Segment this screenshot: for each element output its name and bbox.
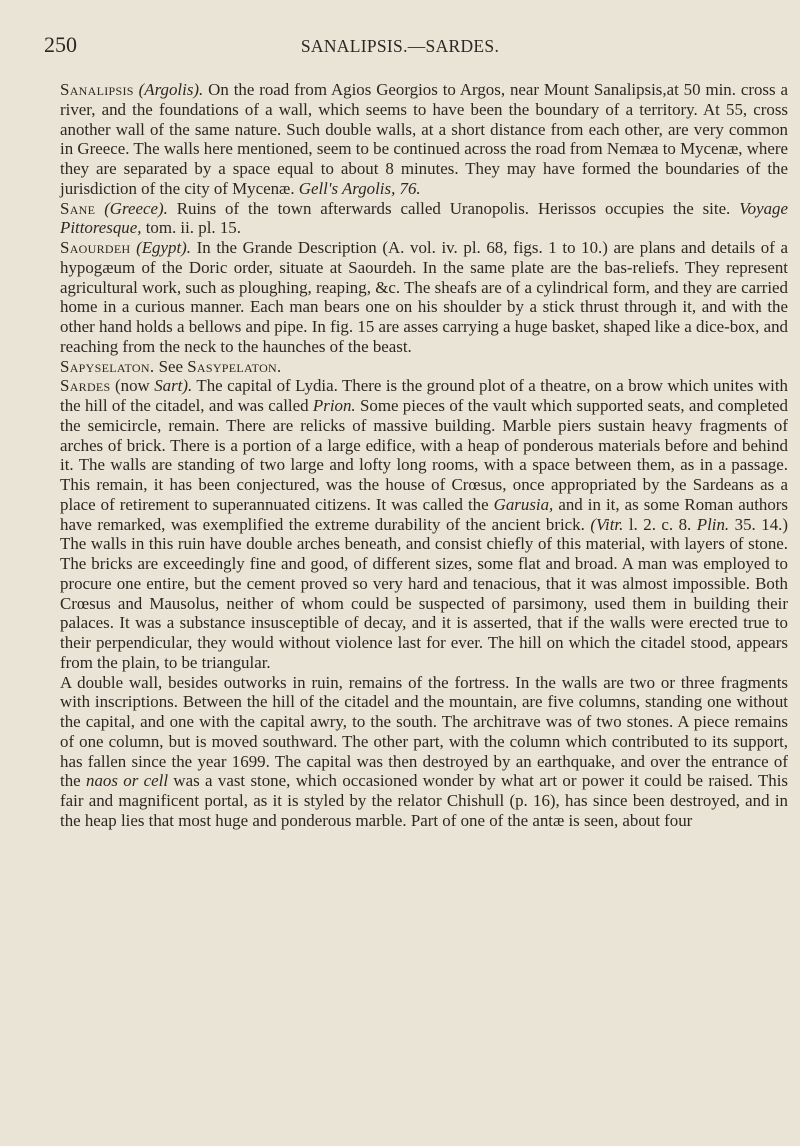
entry-text: 35. 14.) The walls in this ruin have double arches beneath, and consist chiefly of this material, with layers of stone. The bricks are exceedingly fine and good, of different sizes, some flat and broad. A man was employed to procure one entire, but the cement proved so very hard and tenacious, that it was almost impossible. Both Crœsus and Mausolus, neither of whom could be suspected of parsimony, used them in building their palaces. It was a substance insusceptible of decay, and it is asserted, that if the walls were erected true to their perpendicular, they would without violence last for ever. The hill on which the citadel stood, appears from the plain, to be triangular. — [60, 514, 788, 672]
headword: Sapyselaton. — [60, 356, 155, 376]
entry-text: The capital of Lydia. There is the ground plot of a theatre, on a brow which unites with the hill of the citadel, and was called — [60, 376, 788, 415]
entry-text: See — [154, 356, 188, 376]
citation-detail: tom. ii. pl. 15. — [141, 218, 241, 238]
citation: Voyage Pittoresque, — [60, 198, 788, 238]
entry-sanalipsis — [60, 80, 788, 199]
citation: Gell's Argolis, 76. — [298, 178, 421, 198]
headword: Sane — [60, 198, 96, 218]
entry-text: and in it, as some Roman authors have remarked, was exemplified the extreme durability of the ancient brick. — [60, 494, 788, 534]
citation: (Vitr. — [590, 514, 624, 534]
dictionary-body — [60, 80, 788, 831]
entry-text: Some pieces of the vault which supported seats, and completed the semicircle, remain. There are relicks of massive building. Marble piers sustain heavy fragments of arches of brick. There is a portion of a large edifice, with a heap of ponderous materials before and behind it. The walls are standing of two large and lofty long rooms, with a space between them, as in a passage. This remain, it has been conjectured, was the house of Crœsus, once appropriated by the Sardeans as a place of retirement to superannuated citizens. It was called the — [60, 396, 789, 514]
page-number: 250 — [44, 32, 77, 57]
italic-term: Garusia, — [493, 494, 554, 514]
entry-sardes-continued — [60, 673, 788, 831]
italic-term: Prion. — [312, 396, 356, 415]
entry-saourdeh — [60, 238, 788, 357]
cross-reference: Sasypelaton. — [187, 356, 282, 376]
entry-text: In the Grande Description (A. vol. iv. pl. 68, figs. 1 to 10.) are plans and details of a hypogæum of the Doric order, situate at Saourdeh. In the same plate are the bas-reliefs. They represent agricultural work, such as ploughing, reaping, &c. The sheafs are of a cylindrical form, and they are carried home in a curious manner. Each man bears one on his shoulder by a stick thrust through it, and with the other hand holds a bellows and pipe. In fig. 15 are asses carrying a huge basket, shaped like a dice-box, and reaching from the neck to the haunches of the beast. — [60, 238, 788, 356]
entry-text: was a vast stone, which occasioned wonder by what art or power it could be raised. This fair and magnificent portal, as it is styled by the relator Chishull (p. 16), has since been destroyed, and in the heap lies that most huge and ponderous marble. Part of one of the antæ is seen, about four — [60, 771, 788, 830]
entry-text: Ruins of the town afterwards called Uranopolis. Herissos occupies the site. — [167, 198, 740, 218]
location-label: (Egypt). — [136, 238, 191, 257]
page-header — [0, 32, 800, 62]
location-label: Sart). — [154, 376, 193, 396]
italic-term: naos or cell — [86, 771, 169, 791]
location-label: (Greece). — [104, 198, 168, 218]
entry-text: On the road from Agios Georgios to Argos, near Mount Sanalipsis,at 50 min. cross a river, and the foundations of a wall, which seems to have been the boundary of a territory. At 55, cross another wall of the same nature. Such double walls, at a short distance from each other, are very common in Greece. The walls here mentioned, seem to be continued across the road from Nemæa to Mycenæ, where they are separated by a space equal to about 8 minutes. They may have formed the boundaries of the jurisdiction of the city of Mycenæ. — [60, 80, 788, 198]
entry-sapyselaton — [60, 357, 788, 377]
entry-text: A double wall, besides outworks in ruin, remains of the fortress. In the walls are two or three fragments with inscriptions. Between the hill of the citadel and the mountain, are five columns, standing one without the capital, and one with the capital awry, to the south. The architrave was of two stones. A piece remains of one column, but is moved southward. The other part, with the column which contributed to its support, has fallen since the year 1699. The capital was then destroyed by an earthquake, and over the entrance of the — [60, 672, 788, 791]
running-head: SANALIPSIS.—SARDES. — [300, 36, 500, 56]
headword: Saourdeh — [60, 238, 131, 257]
citation: Plin. — [696, 514, 730, 534]
location-label: (Argolis). — [138, 80, 204, 99]
entry-text: (now — [110, 376, 155, 396]
headword: Sardes — [60, 376, 111, 396]
entry-sane — [60, 199, 788, 239]
headword: Sanalipsis — [60, 80, 134, 99]
entry-text: l. 2. c. 8. — [623, 514, 697, 534]
entry-sardes — [60, 376, 788, 672]
